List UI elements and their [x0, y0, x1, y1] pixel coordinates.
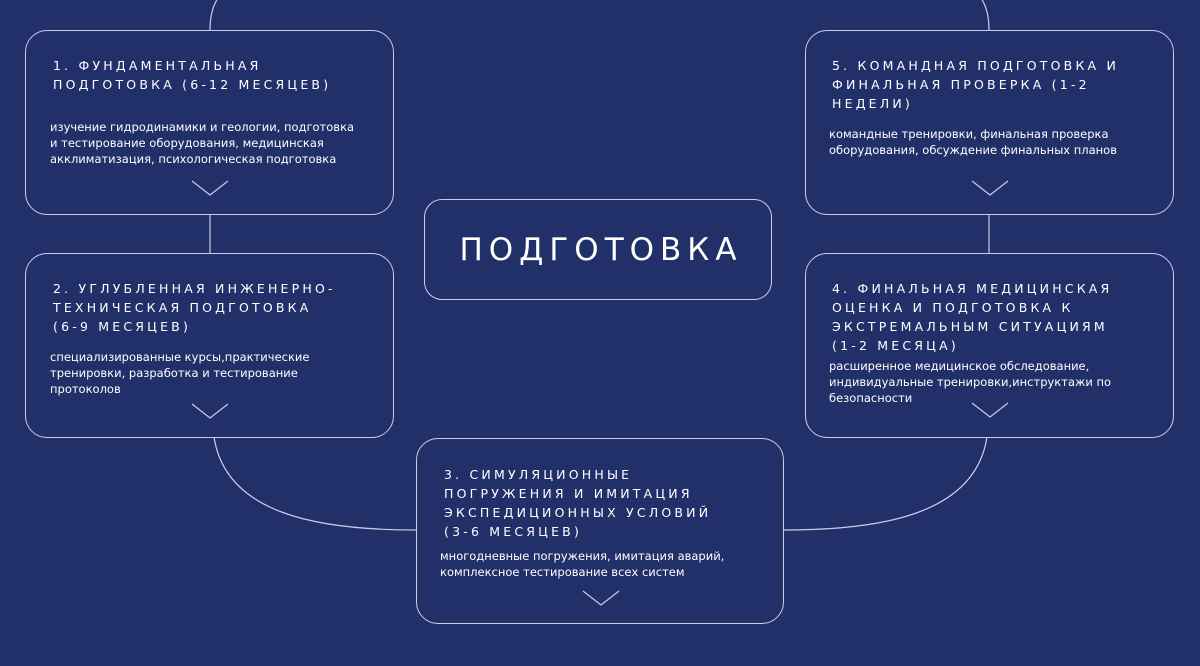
- step-description-1: [50, 119, 354, 167]
- step-title-line: ПОГРУЖЕНИЯ И ИМИТАЦИЯ: [444, 486, 693, 501]
- step-card-4: [805, 253, 1174, 438]
- step-description-line: расширенное медицинское обследование,: [829, 359, 1090, 373]
- step-title-line: 1. ФУНДАМЕНТАЛЬНАЯ: [53, 58, 262, 73]
- step-card-1: [25, 30, 394, 215]
- chevron-down-icon: [191, 180, 229, 196]
- connector-2-3: [214, 437, 416, 530]
- step-title-line: ФИНАЛЬНАЯ ПРОВЕРКА (1-2: [832, 77, 1090, 92]
- step-description-4: [829, 358, 1111, 406]
- step-title-5: [832, 56, 1119, 113]
- connector-4-3: [784, 437, 987, 530]
- chevron-down-icon: [971, 402, 1009, 418]
- chevron-down-icon: [191, 403, 229, 419]
- chevron-down-icon: [971, 180, 1009, 196]
- step-title-line: ЭКСТРЕМАЛЬНЫМ СИТУАЦИЯМ: [832, 319, 1108, 334]
- step-title-line: 5. КОМАНДНАЯ ПОДГОТОВКА И: [832, 58, 1119, 73]
- step-title-2: [53, 279, 336, 336]
- step-description-3: [440, 548, 724, 580]
- step-title-1: [53, 56, 331, 94]
- step-description-line: специализированные курсы,практические: [50, 350, 310, 364]
- step-title-3: [444, 465, 711, 541]
- step-title-4: [832, 279, 1112, 355]
- chevron-down-icon: [582, 590, 620, 606]
- connector-top-left: [210, 0, 218, 30]
- step-description-line: комплексное тестирование всех систем: [440, 565, 685, 579]
- step-title-line: 4. ФИНАЛЬНАЯ МЕДИЦИНСКАЯ: [832, 281, 1113, 296]
- step-title-line: ТЕХНИЧЕСКАЯ ПОДГОТОВКА: [53, 300, 312, 315]
- center-title: ПОДГОТОВКА: [459, 232, 743, 268]
- step-title-line: ПОДГОТОВКА (6-12 МЕСЯЦЕВ): [53, 77, 332, 92]
- step-description-line: многодневные погружения, имитация аварий,: [440, 549, 725, 563]
- step-description-line: тренировки, разработка и тестирование: [50, 366, 298, 380]
- step-card-2: [25, 253, 394, 438]
- step-description-line: изучение гидродинамики и геологии, подготовка: [50, 120, 355, 134]
- step-description-2: [50, 349, 309, 397]
- connector-top-right: [981, 0, 989, 30]
- step-title-line: 3. СИМУЛЯЦИОННЫЕ: [444, 467, 633, 482]
- step-title-line: (6-9 МЕСЯЦЕВ): [53, 319, 192, 334]
- step-description-line: оборудования, обсуждение финальных планов: [829, 143, 1117, 157]
- step-description-line: и тестирование оборудования, медицинская: [50, 136, 324, 150]
- step-title-line: ЭКСПЕДИЦИОННЫХ УСЛОВИЙ: [444, 505, 712, 520]
- step-card-5: [805, 30, 1174, 215]
- step-card-3: [416, 438, 784, 624]
- step-description-line: безопасности: [829, 391, 913, 405]
- center-card: [424, 199, 772, 300]
- step-description-5: [829, 126, 1117, 158]
- step-title-line: НЕДЕЛИ): [832, 96, 913, 111]
- step-title-line: ОЦЕНКА И ПОДГОТОВКА К: [832, 300, 1074, 315]
- step-title-line: (1-2 МЕСЯЦА): [832, 338, 959, 353]
- step-title-line: (3-6 МЕСЯЦЕВ): [444, 524, 583, 539]
- step-description-line: индивидуальные тренировки,инструктажи по: [829, 375, 1112, 389]
- step-description-line: командные тренировки, финальная проверка: [829, 127, 1109, 141]
- step-description-line: протоколов: [50, 382, 121, 396]
- step-title-line: 2. УГЛУБЛЕННАЯ ИНЖЕНЕРНО-: [53, 281, 336, 296]
- step-description-line: акклиматизация, психологическая подготовка: [50, 152, 337, 166]
